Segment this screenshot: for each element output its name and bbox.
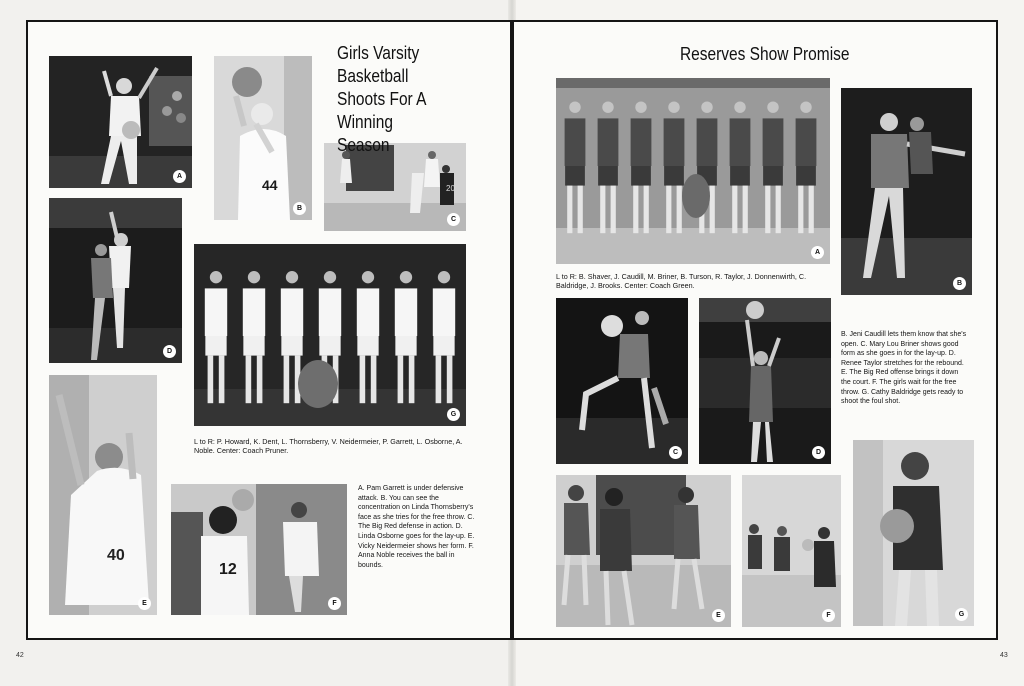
photo-f-left: [171, 484, 347, 615]
page-number-right: 43: [1000, 652, 1008, 659]
page-number-left: 42: [16, 652, 24, 659]
photo-a-left: [49, 56, 192, 188]
jersey-number: 40: [107, 547, 125, 564]
photo-d-left: [49, 198, 182, 363]
jersey-number: 20: [446, 184, 455, 193]
photo-e-left: [49, 375, 157, 615]
coach-figure: [298, 360, 338, 408]
title-line: Basketball: [337, 66, 409, 86]
title-line: Winning Season: [337, 112, 393, 155]
photo-b-left: [214, 56, 312, 220]
varsity-team-caption: L to R: P. Howard, K. Dent, L. Thornsberry, V. Neidermeier, P. Garrett, L. Osborne, A. Noble. Center: Coach Pruner.: [194, 437, 463, 456]
photo-c-right: [556, 298, 688, 464]
photo-d-right: [699, 298, 831, 464]
photo-letter: A: [811, 246, 824, 259]
photo-letter: B: [953, 277, 966, 290]
photo-b-right: [841, 88, 972, 295]
photo-g-right: [853, 440, 974, 626]
right-page-title: Reserves Show Promise: [680, 44, 850, 64]
photo-letter: E: [712, 609, 725, 622]
photo-letter: F: [822, 609, 835, 622]
photo-e-right: [556, 475, 731, 627]
photo-letter: F: [328, 597, 341, 610]
photo-letter: A: [173, 170, 186, 183]
varsity-photo-caption: A. Pam Garrett is under defensive attack. B. You can see the concentration on Linda Thornsberry's face as she tries for the free throw. C. The Big Red defense in action. D. Linda Osborne goes for the lay-up. E. Vicky Neidermeier shows her form. F. Anna Noble receives the ball in bounds.: [358, 485, 475, 569]
jersey-number: 44: [262, 177, 278, 193]
photo-letter: B: [293, 202, 306, 215]
photo-f-right: [742, 475, 841, 627]
jersey-number: 12: [219, 561, 237, 578]
photo-letter: C: [669, 446, 682, 459]
photo-letter: D: [812, 446, 825, 459]
title-line: Girls Varsity: [337, 43, 420, 63]
photo-letter: G: [955, 608, 968, 621]
reserves-photo-caption: B. Jeni Caudill lets them know that she's open. C. Mary Lou Briner shows good form as she goes in for the lay-up. D. Renee Taylor stretches for the rebound. E. The Big Red offense brings it down the court. F. The girls wait for the free throw. G. Cathy Baldridge gets ready to shoot the foul shot.: [841, 331, 967, 406]
photo-letter: D: [163, 345, 176, 358]
reserves-team-photo: [556, 78, 830, 264]
title-line: Shoots For A: [337, 89, 427, 109]
varsity-team-photo: [194, 244, 466, 426]
left-page-title: [337, 42, 449, 157]
coach-figure: [682, 174, 710, 218]
photo-letter: C: [447, 213, 460, 226]
reserves-team-caption: L to R: B. Shaver, J. Caudill, M. Briner, B. Turson, R. Taylor, J. Donnenwirth, C. Baldridge, J. Brooks. Center: Coach Green.: [556, 272, 807, 291]
photo-letter: G: [447, 408, 460, 421]
photo-letter: E: [138, 597, 151, 610]
